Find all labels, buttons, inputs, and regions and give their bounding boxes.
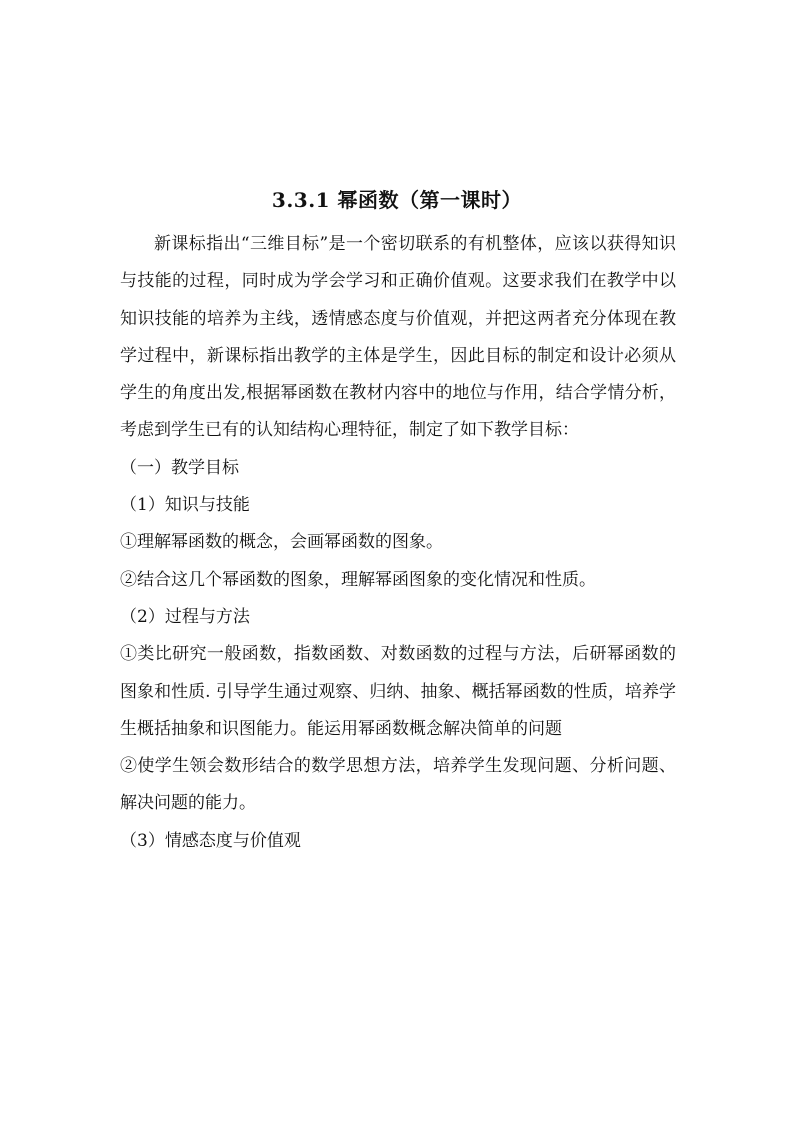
knowledge-item-1: ①理解幂函数的概念，会画幂函数的图象。 <box>120 532 443 553</box>
subsection-heading-emotion-values: （3）情感态度与价值观 <box>120 830 301 851</box>
document-body <box>120 226 676 860</box>
subsection-heading-process-methods: （2）过程与方法 <box>120 606 250 627</box>
intro-paragraph: 新课标指出“三维目标”是一个密切联系的有机整体，应该以获得知识与技能的过程，同时成为学会学习和正确价值观。这要求我们在教学中以知识技能的培养为主线，透情感态度与价值观，并把这两者充分体现在教学过程中，新课标指出教学的主体是学生，因此目标的制定和设计必须从学生的角度出发,根据幂函数在教材内容中的地位与作用，结合学情分析，考虑到学生已有的认知结构心理特征，制定了如下教学目标： <box>120 234 676 441</box>
process-item-2: ②使学生领会数形结合的数学思想方法，培养学生发现问题、分析问题、解决问题的能力。 <box>120 756 676 814</box>
knowledge-item-2: ②结合这几个幂函数的图象，理解幂函图象的变化情况和性质。 <box>120 569 596 590</box>
process-item-1: ①类比研究一般函数，指数函数、对数函数的过程与方法，后研幂函数的图象和性质. 引导学生通过观察、归纳、抽象、概括幂函数的性质，培养学生概括抽象和识图能力。能运用幂函数概念解决简单的问题 <box>120 644 676 739</box>
subsection-heading-knowledge-skills: （1）知识与技能 <box>120 495 250 516</box>
document-title: 3.3.1 幂函数（第一课时） <box>271 188 523 212</box>
section-heading-teaching-goals: （一）教学目标 <box>120 457 239 478</box>
